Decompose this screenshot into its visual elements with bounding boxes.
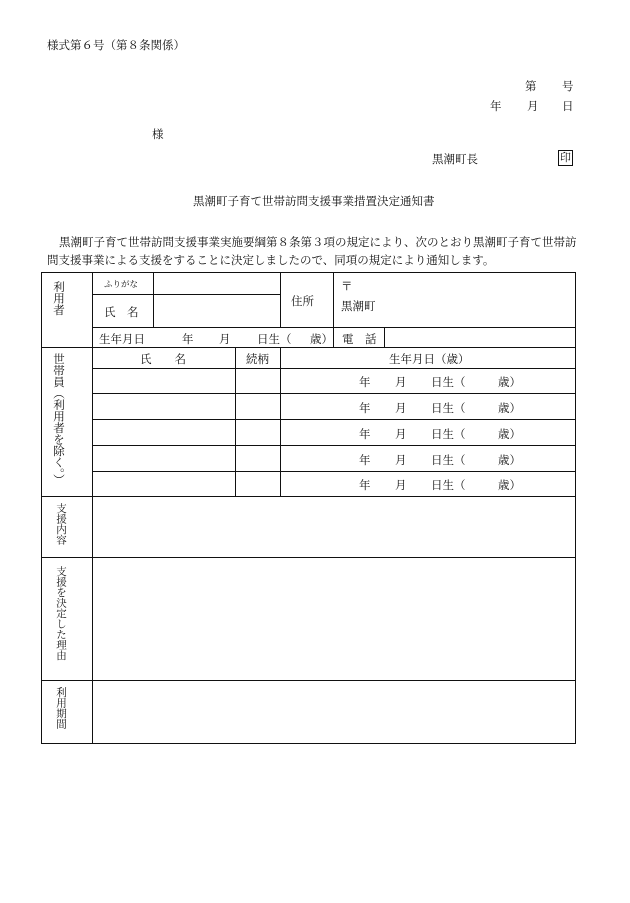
birth-day: 日生（ [257, 332, 292, 346]
birth-label: 生年月日 [99, 332, 145, 346]
document-title: 黒潮町子育て世帯訪問支援事業措置決定通知書 [193, 194, 435, 208]
name-label: 氏 名 [104, 305, 139, 319]
support-content-label: 支援内容 [55, 503, 67, 545]
body-line-2: 問支援事業による支援をすることに決定しましたので、同項の規定により通知します。 [47, 253, 495, 267]
address-town: 黒潮町 [341, 299, 376, 313]
date-year: 年 [490, 99, 502, 113]
issuer-name: 黒潮町長 [432, 152, 478, 166]
birth-age: 歳） [310, 332, 333, 346]
postal-mark: 〒 [341, 279, 353, 293]
date-day: 日 [562, 99, 574, 113]
address-label: 住所 [291, 294, 314, 308]
birth-month: 月 [219, 332, 231, 346]
birth-year: 年 [182, 332, 194, 346]
phone-label: 電 話 [342, 332, 377, 346]
usage-period-label: 利用期間 [55, 687, 67, 729]
form-code: 様式第６号（第８条関係） [47, 38, 185, 52]
seal-mark: 印 [560, 151, 571, 164]
col-name-header: 氏 名 [140, 352, 186, 366]
col-birth-header: 生年月日（歳） [389, 352, 470, 366]
decision-reason-label: 支援を決定した理由 [55, 566, 67, 661]
number-dai: 第 [525, 79, 537, 93]
user-label: 利用者 [52, 281, 66, 316]
number-go: 号 [562, 79, 574, 93]
col-relation-header: 続柄 [246, 352, 269, 366]
body-line-1: 黒潮町子育て世帯訪問支援事業実施要綱第８条第３項の規定により、次のとおり黒潮町子育て世帯訪 [59, 235, 577, 249]
addressee-suffix: 様 [152, 127, 164, 141]
furigana-label: ふりがな [104, 280, 139, 290]
household-label: 世帯員（利用者を除く。） [52, 353, 66, 486]
date-month: 月 [527, 99, 539, 113]
